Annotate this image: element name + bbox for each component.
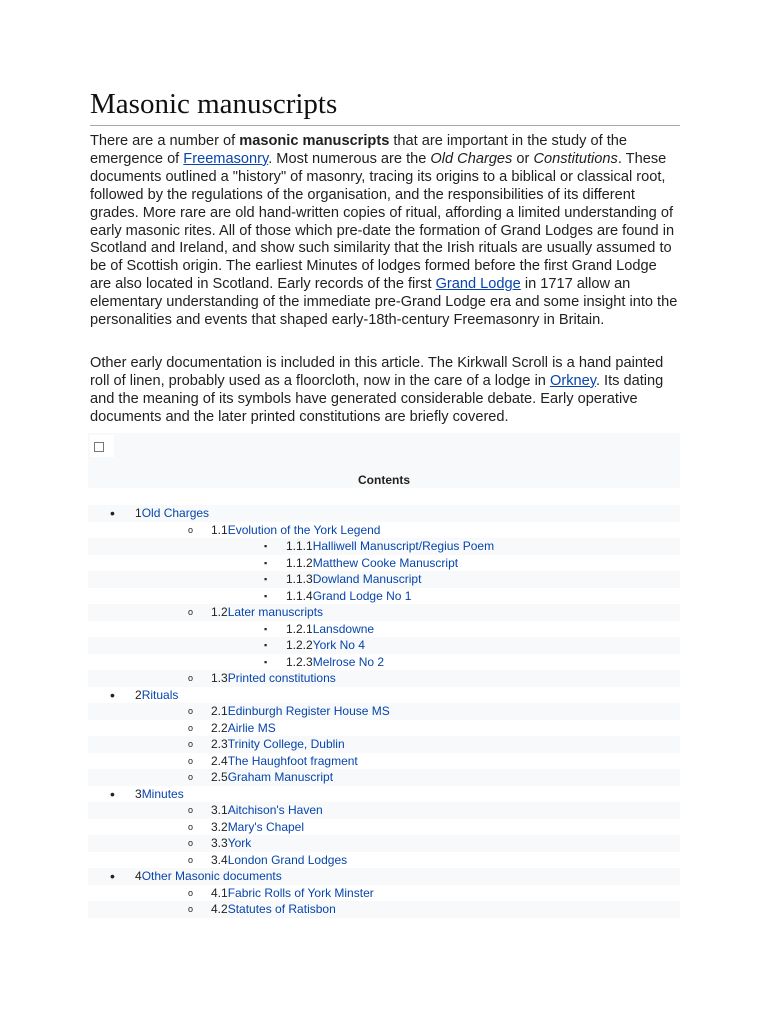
toc-item[interactable] [88, 852, 680, 869]
old-charges-term: Old Charges [430, 150, 513, 167]
toc-item[interactable] [88, 703, 680, 720]
toc-item[interactable] [88, 753, 680, 770]
bullet-circle-icon: o [188, 722, 194, 733]
second-text-1: Other early documentation is included in this article. The Kirkwall Scroll is a hand painted roll of linen, probably used as a floorcloth, now in the care of a lodge in [90, 355, 664, 389]
toc-item[interactable] [88, 720, 680, 737]
toc-item-number: 1.1.1 [286, 539, 313, 553]
bullet-circle-icon: o [188, 772, 194, 782]
bullet-square-icon: ▪ [264, 557, 268, 568]
toc-item[interactable] [88, 868, 680, 885]
bullet-circle-icon: o [188, 887, 194, 898]
toc-item-number: 3.2 [211, 819, 228, 834]
toc-item-link[interactable]: Statutes of Ratisbon [227, 902, 336, 916]
toc-item-link[interactable]: Mary's Chapel [227, 819, 305, 834]
bullet-circle-icon: o [188, 904, 194, 914]
bullet-circle-icon: o [188, 607, 194, 617]
bullet-disc-icon: • [110, 686, 115, 703]
toc-item-text [211, 720, 276, 737]
toc-item-number: 1.1.3 [286, 572, 313, 586]
intro-text-3: . Most numerous are the [268, 150, 431, 167]
toc-item-link[interactable]: Old Charges [141, 506, 210, 520]
toc-item[interactable] [88, 687, 680, 704]
toc-item-text [211, 769, 333, 786]
toc-title: Contents [358, 473, 410, 487]
toc-item[interactable] [88, 736, 680, 753]
toc-item-text [211, 885, 374, 902]
toc-item-text [286, 637, 365, 654]
toc-item-text [211, 703, 390, 720]
toc-item-text [286, 654, 384, 671]
intro-text-6: in 1717 allow an elementary understanding of the immediate pre-Grand Lodge era and some insight into the personalities and events that shaped early-18th-century Freemasonry in Britain. [90, 276, 678, 329]
toc-item-text [286, 538, 494, 555]
toc-item-number: 2.2 [211, 720, 228, 735]
toc-item-number: 3.4 [211, 852, 228, 867]
intro-text-5: . These documents outlined a "history" of masonry, tracing its origins to a biblical or classical root, followed by the regulations of the organisation, and the responsibilities of its different grades. More rare are old hand-written copies of ritual, affording a limited understanding of early masonic rites. All of those which pre-date the formation of Grand Lodges are found in Scotland and Ireland, and show such similarity that the Irish rituals are usually assumed to be of Scottish origin. The earliest Minutes of lodges formed before the first Grand Lodge are also located in Scotland. Early records of the first [90, 150, 675, 293]
toc-item-number: 3.1 [211, 803, 228, 817]
toc-item[interactable] [88, 588, 680, 605]
toc-item-number: 3.3 [211, 836, 228, 850]
toc-item[interactable] [88, 621, 680, 638]
intro-text-1: There are a number of [90, 133, 240, 149]
toc-item-number: 2.1 [211, 704, 228, 718]
toc-item[interactable] [88, 538, 680, 555]
bullet-disc-icon: • [110, 505, 115, 521]
toc-item[interactable] [88, 555, 680, 572]
toc-item[interactable] [88, 571, 680, 588]
toc-item[interactable] [88, 835, 680, 852]
toc-item[interactable] [88, 637, 680, 654]
intro-text-2: that are important in the study of the emergence of [90, 133, 628, 167]
toc-item-link[interactable]: Trinity College, Dublin [227, 737, 345, 751]
toc-toggle-checkbox[interactable] [90, 435, 114, 457]
toc-item-link[interactable]: Later manuscripts [227, 605, 324, 619]
bullet-circle-icon: o [188, 821, 194, 832]
toc-item-text [211, 522, 380, 539]
toc-item-link[interactable]: Evolution of the York Legend [227, 522, 381, 537]
toc-item-number: 1.2.1 [286, 621, 313, 636]
toc-item-link[interactable]: Halliwell Manuscript/Regius Poem [312, 539, 495, 553]
second-text-2: . Its dating and the meaning of its symbols have generated considerable debate. Early operative documents and the later printed constitutions are briefly covered. [90, 372, 664, 425]
toc-item-link[interactable]: Other Masonic documents [141, 869, 282, 883]
constitutions-term: Constitutions [533, 150, 618, 167]
toc-item-link[interactable]: York [227, 836, 252, 850]
bullet-circle-icon: o [188, 706, 194, 716]
toc-item-link[interactable]: The Haughfoot fragment [227, 753, 358, 768]
toc-item-number: 1.1.4 [286, 588, 313, 603]
toc-item-number: 2 [135, 687, 142, 702]
toc-item[interactable] [88, 670, 680, 687]
toc-item-link[interactable]: Minutes [141, 786, 184, 801]
toc-item-text [211, 753, 358, 770]
toc-item-text [286, 571, 421, 588]
toc-item-number: 1.2 [211, 605, 228, 619]
toc-item[interactable] [88, 819, 680, 836]
toc-item-link[interactable]: Graham Manuscript [227, 770, 334, 784]
bullet-square-icon: ▪ [264, 656, 268, 667]
bullet-square-icon: ▪ [264, 590, 268, 601]
bullet-circle-icon: o [188, 805, 194, 815]
bullet-disc-icon: • [110, 868, 115, 884]
toc-item-number: 4 [135, 869, 142, 883]
bullet-disc-icon: • [110, 785, 115, 802]
second-paragraph [90, 355, 680, 427]
toc-item-text [211, 802, 323, 819]
toc-item-text [211, 736, 345, 753]
toc-item-link[interactable]: Rituals [141, 687, 179, 702]
toc-item-text [286, 621, 374, 638]
toc-item-number: 4.1 [211, 885, 228, 900]
orkney-link[interactable]: Orkney [549, 372, 596, 389]
toc-item-text [135, 868, 282, 885]
toc-item-text [211, 835, 251, 852]
intro-bold-term: masonic manuscripts [239, 133, 390, 149]
toc-item-number: 2.5 [211, 770, 228, 784]
toc-item-link[interactable]: Grand Lodge No 1 [312, 588, 412, 603]
checkbox-icon [94, 442, 104, 452]
toc-item-text [286, 588, 411, 605]
toc-item-text [211, 670, 336, 687]
grand-lodge-link[interactable]: Grand Lodge [435, 276, 521, 293]
freemasonry-link[interactable]: Freemasonry [183, 150, 269, 167]
toc-item[interactable] [88, 522, 680, 539]
bullet-square-icon: ▪ [264, 541, 268, 551]
toc-item[interactable] [88, 802, 680, 819]
toc-item-link[interactable]: Airlie MS [227, 720, 276, 735]
toc-list [88, 505, 680, 918]
toc-item-number: 2.4 [211, 753, 228, 768]
toc-item-text [211, 852, 347, 869]
bullet-circle-icon: o [188, 838, 194, 848]
toc-item-link[interactable]: Printed constitutions [227, 671, 336, 685]
toc-item[interactable] [88, 654, 680, 671]
toc-item[interactable] [88, 786, 680, 803]
bullet-circle-icon: o [188, 524, 194, 535]
toc-item-link[interactable]: London Grand Lodges [227, 852, 348, 867]
toc-item-text [286, 555, 458, 572]
bullet-circle-icon: o [188, 755, 194, 766]
intro-text-4: or [512, 150, 534, 167]
toc-item-text [211, 604, 323, 621]
toc-item[interactable] [88, 901, 680, 918]
toc-item-number: 2.3 [211, 737, 228, 751]
toc-item-link[interactable]: Matthew Cooke Manuscript [312, 555, 459, 570]
toc-item-link[interactable]: York No 4 [312, 638, 365, 652]
toc-item-link[interactable]: Fabric Rolls of York Minster [227, 885, 374, 900]
toc-item-number: 4.2 [211, 902, 228, 916]
toc-item-number: 3 [135, 786, 142, 801]
bullet-square-icon: ▪ [264, 623, 268, 634]
bullet-square-icon: ▪ [264, 640, 268, 650]
toc-item-number: 1.2.2 [286, 638, 313, 652]
toc-item-text [211, 901, 336, 918]
bullet-circle-icon: o [188, 739, 194, 749]
toc-item-link[interactable]: Edinburgh Register House MS [227, 704, 390, 718]
toc-item-text [135, 687, 178, 704]
bullet-circle-icon: o [188, 854, 194, 865]
toc-item-number: 1.1 [211, 522, 228, 537]
toc-item[interactable] [88, 885, 680, 902]
toc-item[interactable] [88, 505, 680, 522]
bullet-circle-icon: o [188, 673, 194, 683]
toc-header [88, 433, 680, 488]
toc-item-text [211, 819, 304, 836]
title-divider [90, 125, 680, 126]
toc-item-number: 1 [135, 506, 142, 520]
toc-item[interactable] [88, 769, 680, 786]
toc-item-link[interactable]: Lansdowne [312, 621, 375, 636]
bullet-square-icon: ▪ [264, 574, 268, 584]
toc-item-text [135, 505, 209, 522]
toc-item-link[interactable]: Aitchison's Haven [227, 803, 323, 817]
toc-item-number: 1.1.2 [286, 555, 313, 570]
toc-item-text [135, 786, 184, 803]
toc-item-link[interactable]: Melrose No 2 [312, 654, 385, 669]
toc-item-number: 1.2.3 [286, 654, 313, 669]
toc-item[interactable] [88, 604, 680, 621]
page-title: Masonic manuscripts [90, 88, 338, 120]
intro-paragraph [90, 133, 680, 330]
toc-item-link[interactable]: Dowland Manuscript [312, 572, 422, 586]
toc-item-number: 1.3 [211, 671, 228, 685]
